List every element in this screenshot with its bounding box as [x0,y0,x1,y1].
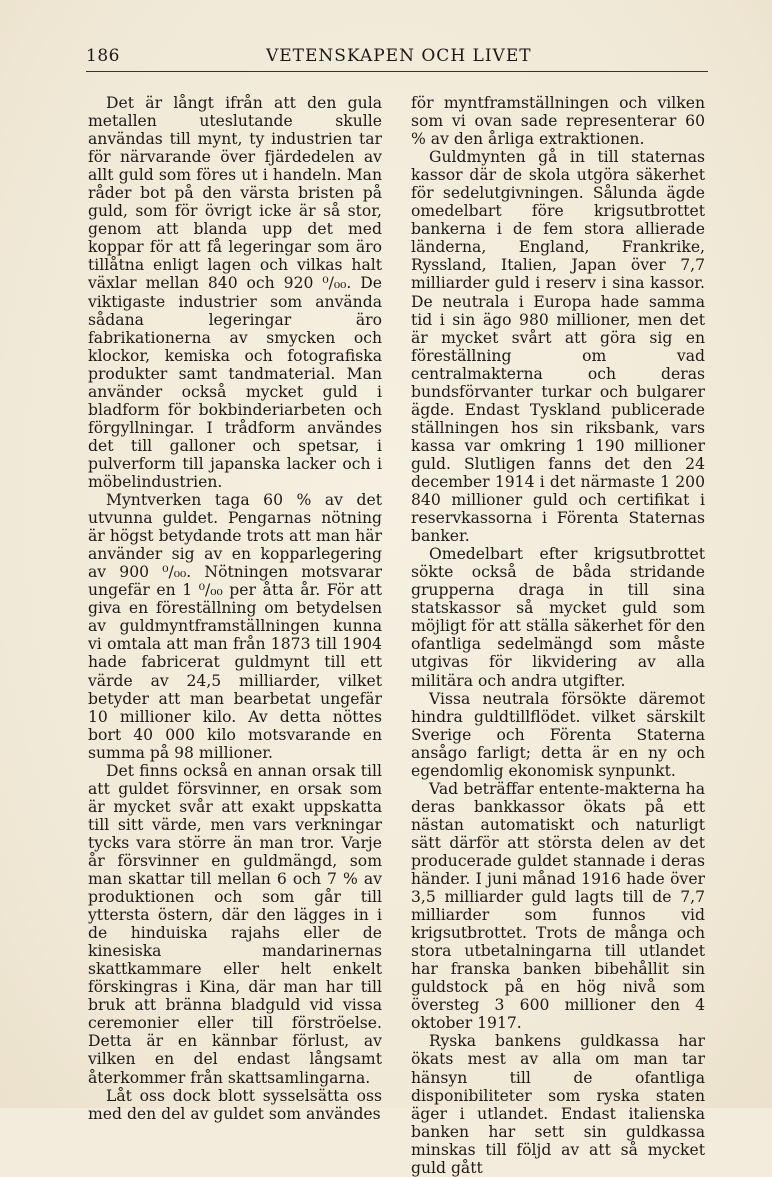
right-column [411,94,705,1177]
header-rule [86,71,708,72]
paragraph: Omedelbart efter krigsutbrottet sökte också de båda stridande grupperna draga in till sina statskassor så mycket guld som möjligt för att ställa säkerhet för den ofantliga sedelmängd som måste utgivas för likvidering av alla militära och andra utgifter. [411,545,705,690]
paragraph: Låt oss dock blott sysselsätta oss med den del av guldet som användes [88,1086,382,1123]
paragraph: Ryska bankens guldkassa har ökats mest av alla om man tar hänsyn till de ofantliga disponibiliteter som ryska staten äger i utlandet. Endast italienska banken har sett sin guldkassa minskas till följd av att så mycket guld gått [411,1032,705,1177]
left-column [88,94,382,1123]
paragraph: Myntverken taga 60 % av det utvunna guldet. Pengarnas nötning är högst betydande trots att man här använder sig av en kopparlegering av 900 ⁰/₀₀. Nötningen motsvarar ungefär en 1 ⁰/₀₀ per åtta år. För att giva en föreställning om betydelsen av guldmyntframställningen kunna vi omtala att man från 1873 till 1904 hade fabricerat guldmynt till ett värde av 24,5 milliarder, vilket betyder att man bearbetat ungefär 10 millioner kilo. Av detta nöttes bort 40 000 kilo motsvarande en summa på 98 millioner. [88,491,382,762]
paragraph: Det är långt ifrån att den gula metallen uteslutande skulle användas till mynt, ty industrien tar för närvarande över fjärdedelen av allt guld som föres ut i handeln. Man råder bot på den värsta bristen på guld, som för övrigt icke är så stor, genom att blanda upp det med koppar för att få legeringar som äro tillåtna enligt lagen och vilkas halt växlar mellan 840 och 920 ⁰/₀₀. De viktigaste industrier som använda sådana legeringar äro fabrikationerna av smycken och klockor, kemiska och fotografiska produkter samt tandmaterial. Man använder också mycket guld i bladform för bokbinderiarbeten och förgyllningar. I trådform användes det till galloner och spetsar, i pulverform till japanska lacker och i möbelindustrien. [88,94,382,491]
paragraph: Guldmynten gå in till staternas kassor där de skola utgöra säkerhet för sedelutgivningen. Sålunda ägde omedelbart före krigsutbrottet bankerna i de fem stora allierade länderna, England, Frankrike, Ryssland, Italien, Japan över 7,7 milliarder guld i reserv i sina kassor. De neutrala i Europa hade samma tid i sin ägo 980 millioner, men det är mycket svårt att göra sig en föreställning om vad centralmakterna och deras bundsförvanter turkar och bulgarer ägde. Endast Tyskland publicerade ställningen hos sin riksbank, vars kassa var omkring 1 190 millioner guld. Slutligen fanns det den 24 december 1914 i det närmaste 1 200 840 millioner guld och certifikat i reservkassorna i Förenta Staternas banker. [411,148,705,546]
paragraph: Vissa neutrala försökte däremot hindra guldtillflödet. vilket särskilt Sverige och Förenta Staterna ansågo farligt; detta är en ny och egendomlig ekonomisk synpunkt. [411,689,705,780]
paragraph-continuation: för myntframställningen och vilken som vi ovan sade representerar 60 % av den årliga extraktionen. [411,94,705,149]
paragraph: Det finns också en annan orsak till att guldet försvinner, en orsak som är mycket svår att exakt uppskatta till sitt värde, men vars verkningar tycks vara större än man tror. Varje år försvinner en guldmängd, som man skattar till mellan 6 och 7 % av produktionen och som går till yttersta östern, där den lägges in i de hinduiska rajahs eller de kinesiska mandarinernas skattkammare eller helt enkelt förskingras i Kina, där man har till bruk att bränna bladguld vid vissa ceremonier eller till förströelse. Detta är en kännbar förlust, av vilken en del endast långsamt återkommer från skattsamlingarna. [88,761,382,1087]
running-title: VETENSKAPEN OCH LIVET [266,46,532,66]
page-header [86,46,708,72]
page-number: 186 [86,46,120,66]
paragraph: Vad beträffar entente-makterna ha deras bankkassor ökats på ett nästan automatiskt och naturligt sätt därför att största delen av det producerade guldet stannade i deras händer. I juni månad 1916 hade över 3,5 milliarder guld lagts till de 7,7 milliarder som funnos vid krigsutbrottet. Trots de många och stora utbetalningarna till utlandet har franska banken bibehållit sin guldstock på en hög nivå som översteg 3 600 millioner den 4 oktober 1917. [411,779,705,1033]
